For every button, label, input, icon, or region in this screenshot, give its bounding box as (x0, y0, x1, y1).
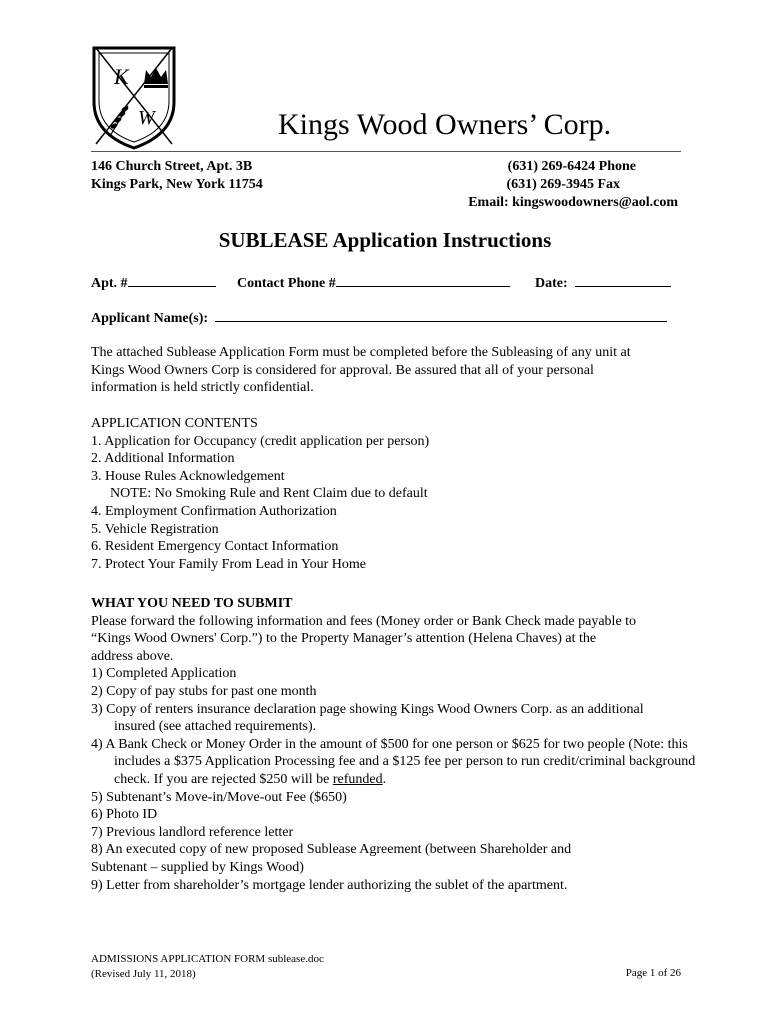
apt-contact-date-row (91, 274, 681, 294)
list-item: 5. Vehicle Registration (91, 521, 219, 537)
address-line-1: 146 Church Street, Apt. 3B (91, 159, 253, 174)
intro-line: The attached Sublease Application Form must be completed before the Subleasing of any unit at (91, 345, 631, 360)
logo-letter-w: W (138, 107, 155, 129)
list-item: 3. House Rules Acknowledgement (91, 468, 285, 484)
list-item: 2. Additional Information (91, 451, 235, 467)
page-number: Page 1 of 26 (625, 967, 681, 979)
date-blank[interactable] (575, 274, 671, 287)
contact-block (450, 158, 678, 212)
list-item: 6. Resident Emergency Contact Information (91, 539, 339, 555)
list-item (91, 736, 704, 789)
list-item: 7) Previous landlord reference letter (91, 824, 294, 840)
apt-field (91, 274, 216, 292)
date-label: Date: (535, 276, 568, 291)
list-item: 7. Protect Your Family From Lead in Your Home (91, 556, 366, 572)
submit-title: WHAT YOU NEED TO SUBMIT (91, 596, 293, 611)
header-divider (91, 151, 681, 152)
fax-number: (631) 269-3945 Fax (506, 177, 620, 192)
phone-number: (631) 269-6424 Phone (507, 159, 636, 174)
list-item-end: . (382, 771, 387, 787)
list-item: 2) Copy of pay stubs for past one month (91, 683, 317, 699)
refunded-text: refunded (332, 771, 383, 787)
intro-line: Kings Wood Owners Corp is considered for approval. Be assured that all of your personal (91, 362, 594, 378)
submit-intro-line: “Kings Wood Owners' Corp.”) to the Property Manager’s attention (Helena Chaves) at the (91, 631, 597, 647)
address-line-2: Kings Park, New York 11754 (91, 177, 263, 192)
email-address: Email: kingswoodowners@aol.com (468, 195, 678, 210)
contact-phone-blank[interactable] (336, 274, 510, 287)
list-note: NOTE: No Smoking Rule and Rent Claim due to default (110, 486, 428, 502)
date-field (535, 274, 671, 292)
applicant-blank[interactable] (215, 309, 667, 322)
submit-section (91, 595, 696, 894)
contact-phone-label: Contact Phone # (237, 276, 336, 291)
list-item: 5) Subtenant’s Move-in/Move-out Fee ($650) (91, 789, 347, 805)
address-block (91, 158, 263, 194)
list-item: 1) Completed Application (91, 666, 237, 682)
applicant-field (91, 309, 667, 327)
list-item: 1. Application for Occupancy (credit application per person) (91, 433, 430, 449)
document-heading: SUBLEASE Application Instructions (218, 228, 552, 252)
submit-intro-line: Please forward the following information and fees (Money order or Bank Check made payable to (91, 613, 637, 629)
intro-line: information is held strictly confidential. (91, 380, 314, 396)
apt-label: Apt. # (91, 276, 128, 291)
list-item: 4. Employment Confirmation Authorization (91, 503, 337, 519)
list-item: 9) Letter from shareholder’s mortgage lender authorizing the sublet of the apartment. (91, 877, 568, 893)
logo-letter-k: K (114, 64, 129, 89)
list-item: 3) Copy of renters insurance declaration page showing Kings Wood Owners Corp. as an additional insured (see attached requirements). (91, 701, 644, 735)
contents-title: APPLICATION CONTENTS (91, 416, 258, 431)
footer-left (91, 952, 324, 982)
list-item-text: 4) A Bank Check or Money Order in the amount of $500 for one person or $625 for two people (Note: this includes a $375 Application Processing fee and a $125 fee per person to run credit/criminal background check. If you are rejected $250 will be (91, 736, 696, 787)
footer-filename: ADMISSIONS APPLICATION FORM sublease.doc (91, 953, 324, 965)
list-item: 6) Photo ID (91, 807, 158, 823)
applicant-label: Applicant Name(s): (91, 311, 209, 326)
kings-wood-shield-logo (88, 44, 180, 152)
contact-phone-field (237, 274, 510, 292)
applicant-row (91, 309, 681, 329)
submit-intro-line: address above. (91, 648, 174, 664)
application-contents (91, 415, 691, 573)
footer-revised: (Revised July 11, 2018) (91, 968, 196, 980)
list-item: Subtenant – supplied by Kings Wood) (91, 859, 304, 875)
intro-paragraph (91, 344, 691, 397)
corp-title: Kings Wood Owners’ Corp. (278, 108, 612, 141)
apt-blank[interactable] (128, 274, 216, 287)
list-item: 8) An executed copy of new proposed Sublease Agreement (between Shareholder and (91, 842, 572, 858)
